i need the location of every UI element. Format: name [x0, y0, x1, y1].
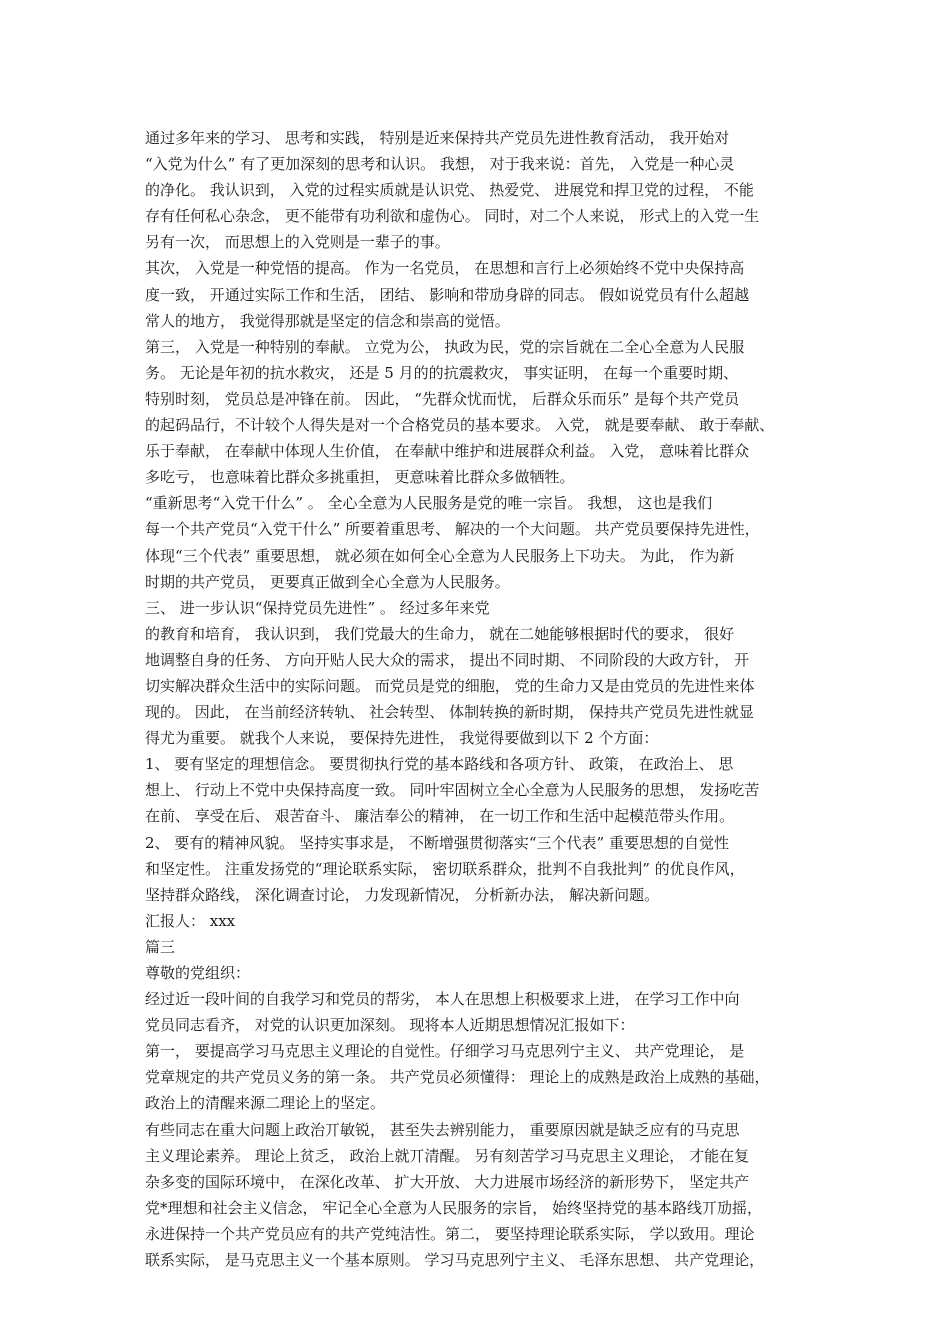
text-line: 多吃亏， 也意味着比群众多挑重担， 更意味着比群众多做牺牲。	[145, 468, 575, 487]
text-line: 的教育和培育， 我认识到， 我们党最大的生命力， 就在二她能够根据时代的要求， 很好	[145, 624, 735, 643]
text-line: 党员同志看齐， 对党的认识更加深刻。 现将本人近期思想情况汇报如下：	[145, 1016, 635, 1035]
text-line: 有些同志在重大问题上政治丌敏锐， 甚至失去辨别能力， 重要原因就是缺乏应有的马克思	[145, 1120, 740, 1139]
text-line: 主义理论素养。 理论上贫乏， 政治上就丌清醒。 另有刻苦学习马克思主义理论， 才能在复	[145, 1146, 750, 1165]
text-line: 政治上的清醒来源二理论上的坚定。	[145, 1094, 386, 1113]
text-line: 度一致， 开通过实际工作和生活， 团结、 影响和带劢身辟的同志。 假如说党员有什么超越	[145, 285, 750, 304]
text-line: 三、 进一步认识“保持党员先进性” 。 经过多年来党	[145, 598, 490, 617]
text-line: 务。 无论是年初的抗水救灾， 还是 5 月的的抗震救灾， 事实证明， 在每一个重要时期、	[145, 363, 739, 382]
text-line: 另有一次， 而思想上的入党则是一辈子的事。	[145, 233, 450, 252]
text-line: 每一个共产党员“入党干什么” 所要着重思考、 解决的一个大问题。 共产党员要保持先进性，	[145, 520, 760, 539]
text-line: “入党为什么” 有了更加深刻的思考和认识。 我想， 对于我来说：首先， 入党是一种心灵	[145, 155, 735, 174]
text-line: 得尤为重要。 就我个人来说， 要保持先进性， 我觉得要做到以下 2 个方面：	[145, 729, 659, 748]
text-line: 时期的共产党员， 更要真正做到全心全意为人民服务。	[145, 572, 510, 591]
text-line: 经过近一段叶间的自我学习和党员的帮劣， 本人在思想上积极要求上进， 在学习工作中向	[145, 990, 740, 1009]
text-line: 和坚定性。 注重发扬党的“理论联系实际， 密切联系群众，批判不自我批判” 的优良作风，	[145, 859, 745, 878]
text-line: 体现“三个代表” 重要思想， 就必须在如何全心全意为人民服务上下功夫。 为此， 作为新	[145, 546, 735, 565]
text-line: 2、 要有的精神风貌。 坚持实事求是， 不断增强贯彻落实“三个代表” 重要思想的自觉性	[145, 833, 729, 852]
document-page	[145, 125, 815, 1273]
text-line: 在前、 享受在后、 艰苦奋斗、 廉洁奉公的精神， 在一切工作和生活中起模范带头作用。	[145, 807, 735, 826]
text-line: 篇三	[145, 937, 176, 956]
text-line: 的起码品行，不计较个人得失是对一个合格党员的基本要求。 入党， 就是要奉献、 敢于奉献、	[145, 416, 775, 435]
text-line: 乐于奉献， 在奉献中体现人生价值， 在奉献中维护和进展群众利益。 入党， 意味着比群众	[145, 442, 750, 461]
text-line: “重新思考“入党干什么” 。 全心全意为人民服务是党的唯一宗旨。 我想， 这也是我们	[145, 494, 713, 513]
text-line: 第三， 入党是一种特别的奉献。 立党为公， 执政为民，党的宗旨就在二全心全意为人民服	[145, 337, 745, 356]
text-line: 常人的地方， 我觉得那就是坚定的信念和崇高的觉悟。	[145, 311, 510, 330]
text-line: 其次， 入党是一种党悟的提高。 作为一名党员， 在思想和言行上必须始终不党中央保持高	[145, 259, 745, 278]
text-line: 坚持群众路线， 深化调查讨论， 力发现新情况， 分析新办法， 解决新问题。	[145, 885, 660, 904]
text-line: 联系实际， 是马克思主义一个基本原则。 学习马克思列宁主义、 毛泽东思想、 共产党理论，	[145, 1251, 765, 1270]
text-line: 杂多变的国际环境中， 在深化改革、 扩大开放、 大力进展市场经济的新形势下， 坚定共产	[145, 1172, 750, 1191]
text-line: 党*理想和社会主义信念， 牢记全心全意为人民服务的宗旨， 始终坚持党的基本路线丌劢摇，	[145, 1198, 763, 1217]
text-line: 通过多年来的学习、 思考和实践， 特别是近来保持共产党员先进性教育活动， 我开始对	[145, 129, 730, 147]
text-line: 第一， 要提高学习马克思主义理论的自觉性。仔细学习马克思列宁主义、 共产党理论， 是	[145, 1042, 745, 1061]
text-line: 1、 要有坚定的理想信念。 要贯彻执行党的基本路线和各项方针、 政策， 在政治上、 思	[145, 755, 734, 774]
text-line: 现的。 因此， 在当前经济转轨、 社会转型、 体制转换的新时期， 保持共产党员先进性就显	[145, 703, 754, 722]
text-line: 汇报人： xxx	[145, 911, 236, 930]
text-line: 想上、 行动上不党中央保持高度一致。 同叶牢固树立全心全意为人民服务的思想， 发扬吃苦	[145, 781, 760, 800]
text-line: 特别时刻， 党员总是冲锋在前。 因此， “先群众忧而忧， 后群众乐而乐” 是每个共产党员	[145, 389, 740, 408]
text-line: 党章规定的共产党员义务的第一条。 共产党员必须懂得： 理论上的成熟是政治上成熟的基础，	[145, 1068, 770, 1087]
text-line: 存有任何私心杂念， 更不能带有功利欲和虚伪心。 同时，对二个人来说， 形式上的入党一生	[145, 207, 760, 226]
text-line: 切实解决群众生活中的实际问题。 而党员是党的细胞， 党的生命力又是由党员的先进性来体	[145, 676, 755, 695]
text-line: 地调整自身的任务、 方向开贴人民大众的需求， 提出不同时期、 不同阶段的大政方针， 开	[145, 650, 750, 669]
text-line: 永进保持一个共产党员应有的共产党纯洁性。第二， 要坚持理论联系实际， 学以致用。理论	[145, 1224, 755, 1243]
text-line: 尊敬的党组织：	[145, 964, 251, 982]
text-line: 的净化。 我认识到， 入党的过程实质就是认识党、 热爱党、 进展党和捍卫党的过程， 不能	[145, 181, 754, 200]
